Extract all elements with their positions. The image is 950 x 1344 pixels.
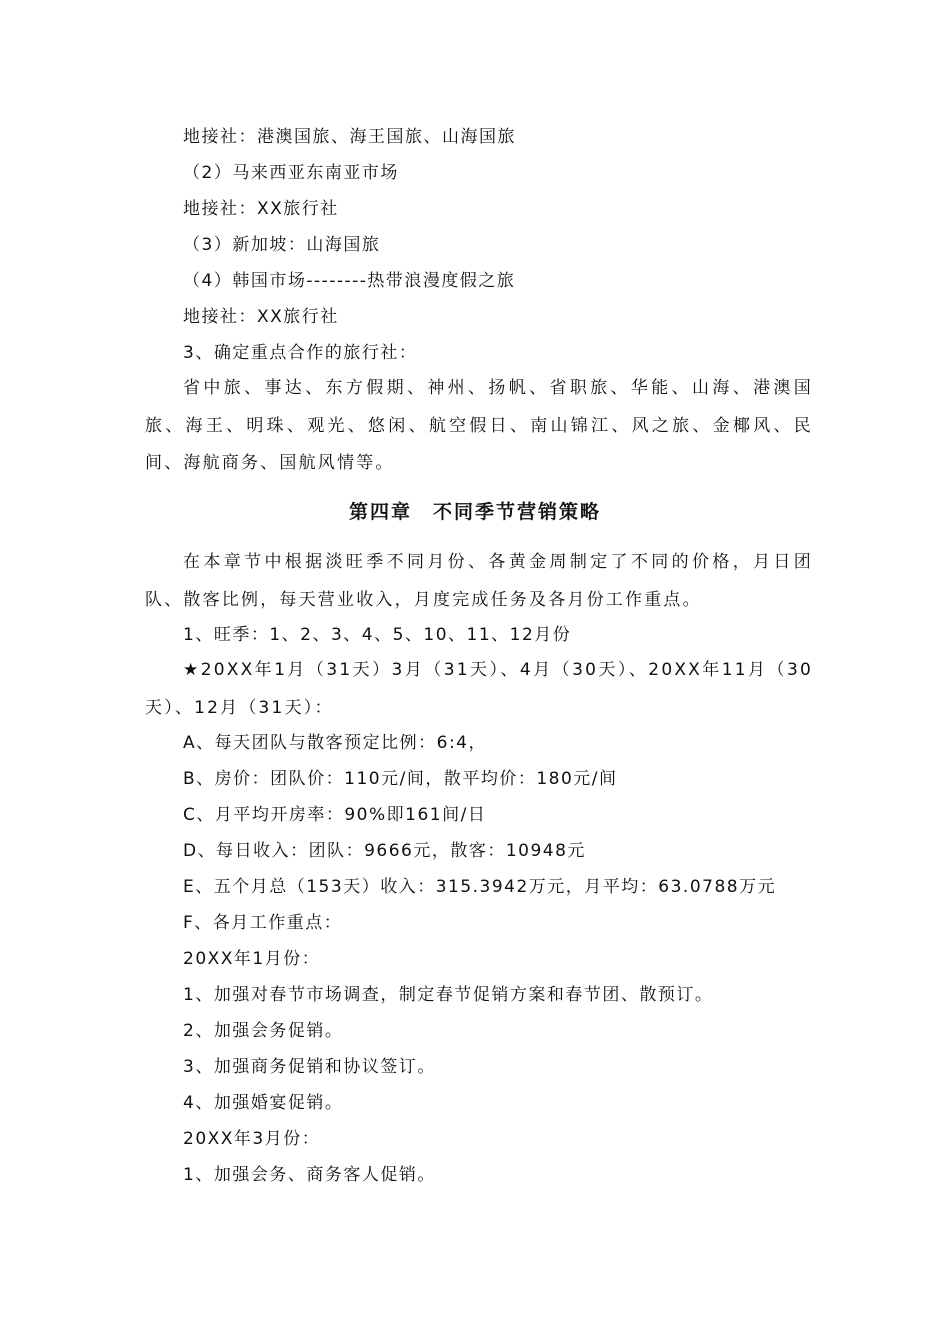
local-agency-line-3: 地接社：XX旅行社 bbox=[183, 307, 339, 327]
item-b: B、房价：团队价：110元/间，散平均价：180元/间 bbox=[183, 769, 618, 789]
local-agency-line-2: 地接社：XX旅行社 bbox=[183, 199, 339, 219]
january-title: 20XX年1月份： bbox=[183, 949, 321, 969]
local-agency-line-1: 地接社：港澳国旅、海王国旅、山海国旅 bbox=[183, 127, 516, 147]
january-task: 1、加强对春节市场调查，制定春节促销方案和春节团、散预订。 bbox=[183, 985, 714, 1005]
item-a: A、每天团队与散客预定比例：6:4， bbox=[183, 733, 487, 753]
item-c: C、月平均开房率：90%即161间/日 bbox=[183, 805, 487, 825]
item-e: E、五个月总（153天）收入：315.3942万元，月平均：63.0788万元 bbox=[183, 877, 777, 897]
peak-months-paragraph: ★20XX年1月（31天）3月（31天）、4月（30天）、20XX年11月（30天）、12月（31天）： bbox=[145, 660, 813, 718]
march-task: 1、加强会务、商务客人促销。 bbox=[183, 1165, 436, 1185]
january-task: 2、加强会务促销。 bbox=[183, 1021, 344, 1041]
item-f: F、各月工作重点： bbox=[183, 913, 343, 933]
january-task: 4、加强婚宴促销。 bbox=[183, 1093, 344, 1113]
korea-market-line: （4）韩国市场--------热带浪漫度假之旅 bbox=[183, 271, 516, 291]
singapore-market-line: （3）新加坡：山海国旅 bbox=[183, 235, 381, 255]
item-d: D、每日收入：团队：9666元，散客：10948元 bbox=[183, 841, 586, 861]
january-task: 3、加强商务促销和协议签订。 bbox=[183, 1057, 436, 1077]
key-partners-heading: 3、确定重点合作的旅行社： bbox=[183, 343, 418, 363]
chapter-title: 第四章 不同季节营销策略 bbox=[348, 501, 601, 523]
malaysia-market-heading: （2）马来西亚东南亚市场 bbox=[183, 163, 399, 183]
peak-season-line: 1、旺季：1、2、3、4、5、10、11、12月份 bbox=[183, 625, 572, 645]
intro-paragraph: 在本章节中根据淡旺季不同月份、各黄金周制定了不同的价格，月日团队、散客比例，每天营业收入，月度完成任务及各月份工作重点。 bbox=[145, 552, 813, 610]
march-title: 20XX年3月份： bbox=[183, 1129, 321, 1149]
partners-paragraph: 省中旅、事达、东方假期、神州、扬帆、省职旅、华能、山海、港澳国旅、海王、明珠、观光、悠闲、航空假日、南山锦江、风之旅、金椰风、民间、海航商务、国航风情等。 bbox=[145, 378, 813, 473]
